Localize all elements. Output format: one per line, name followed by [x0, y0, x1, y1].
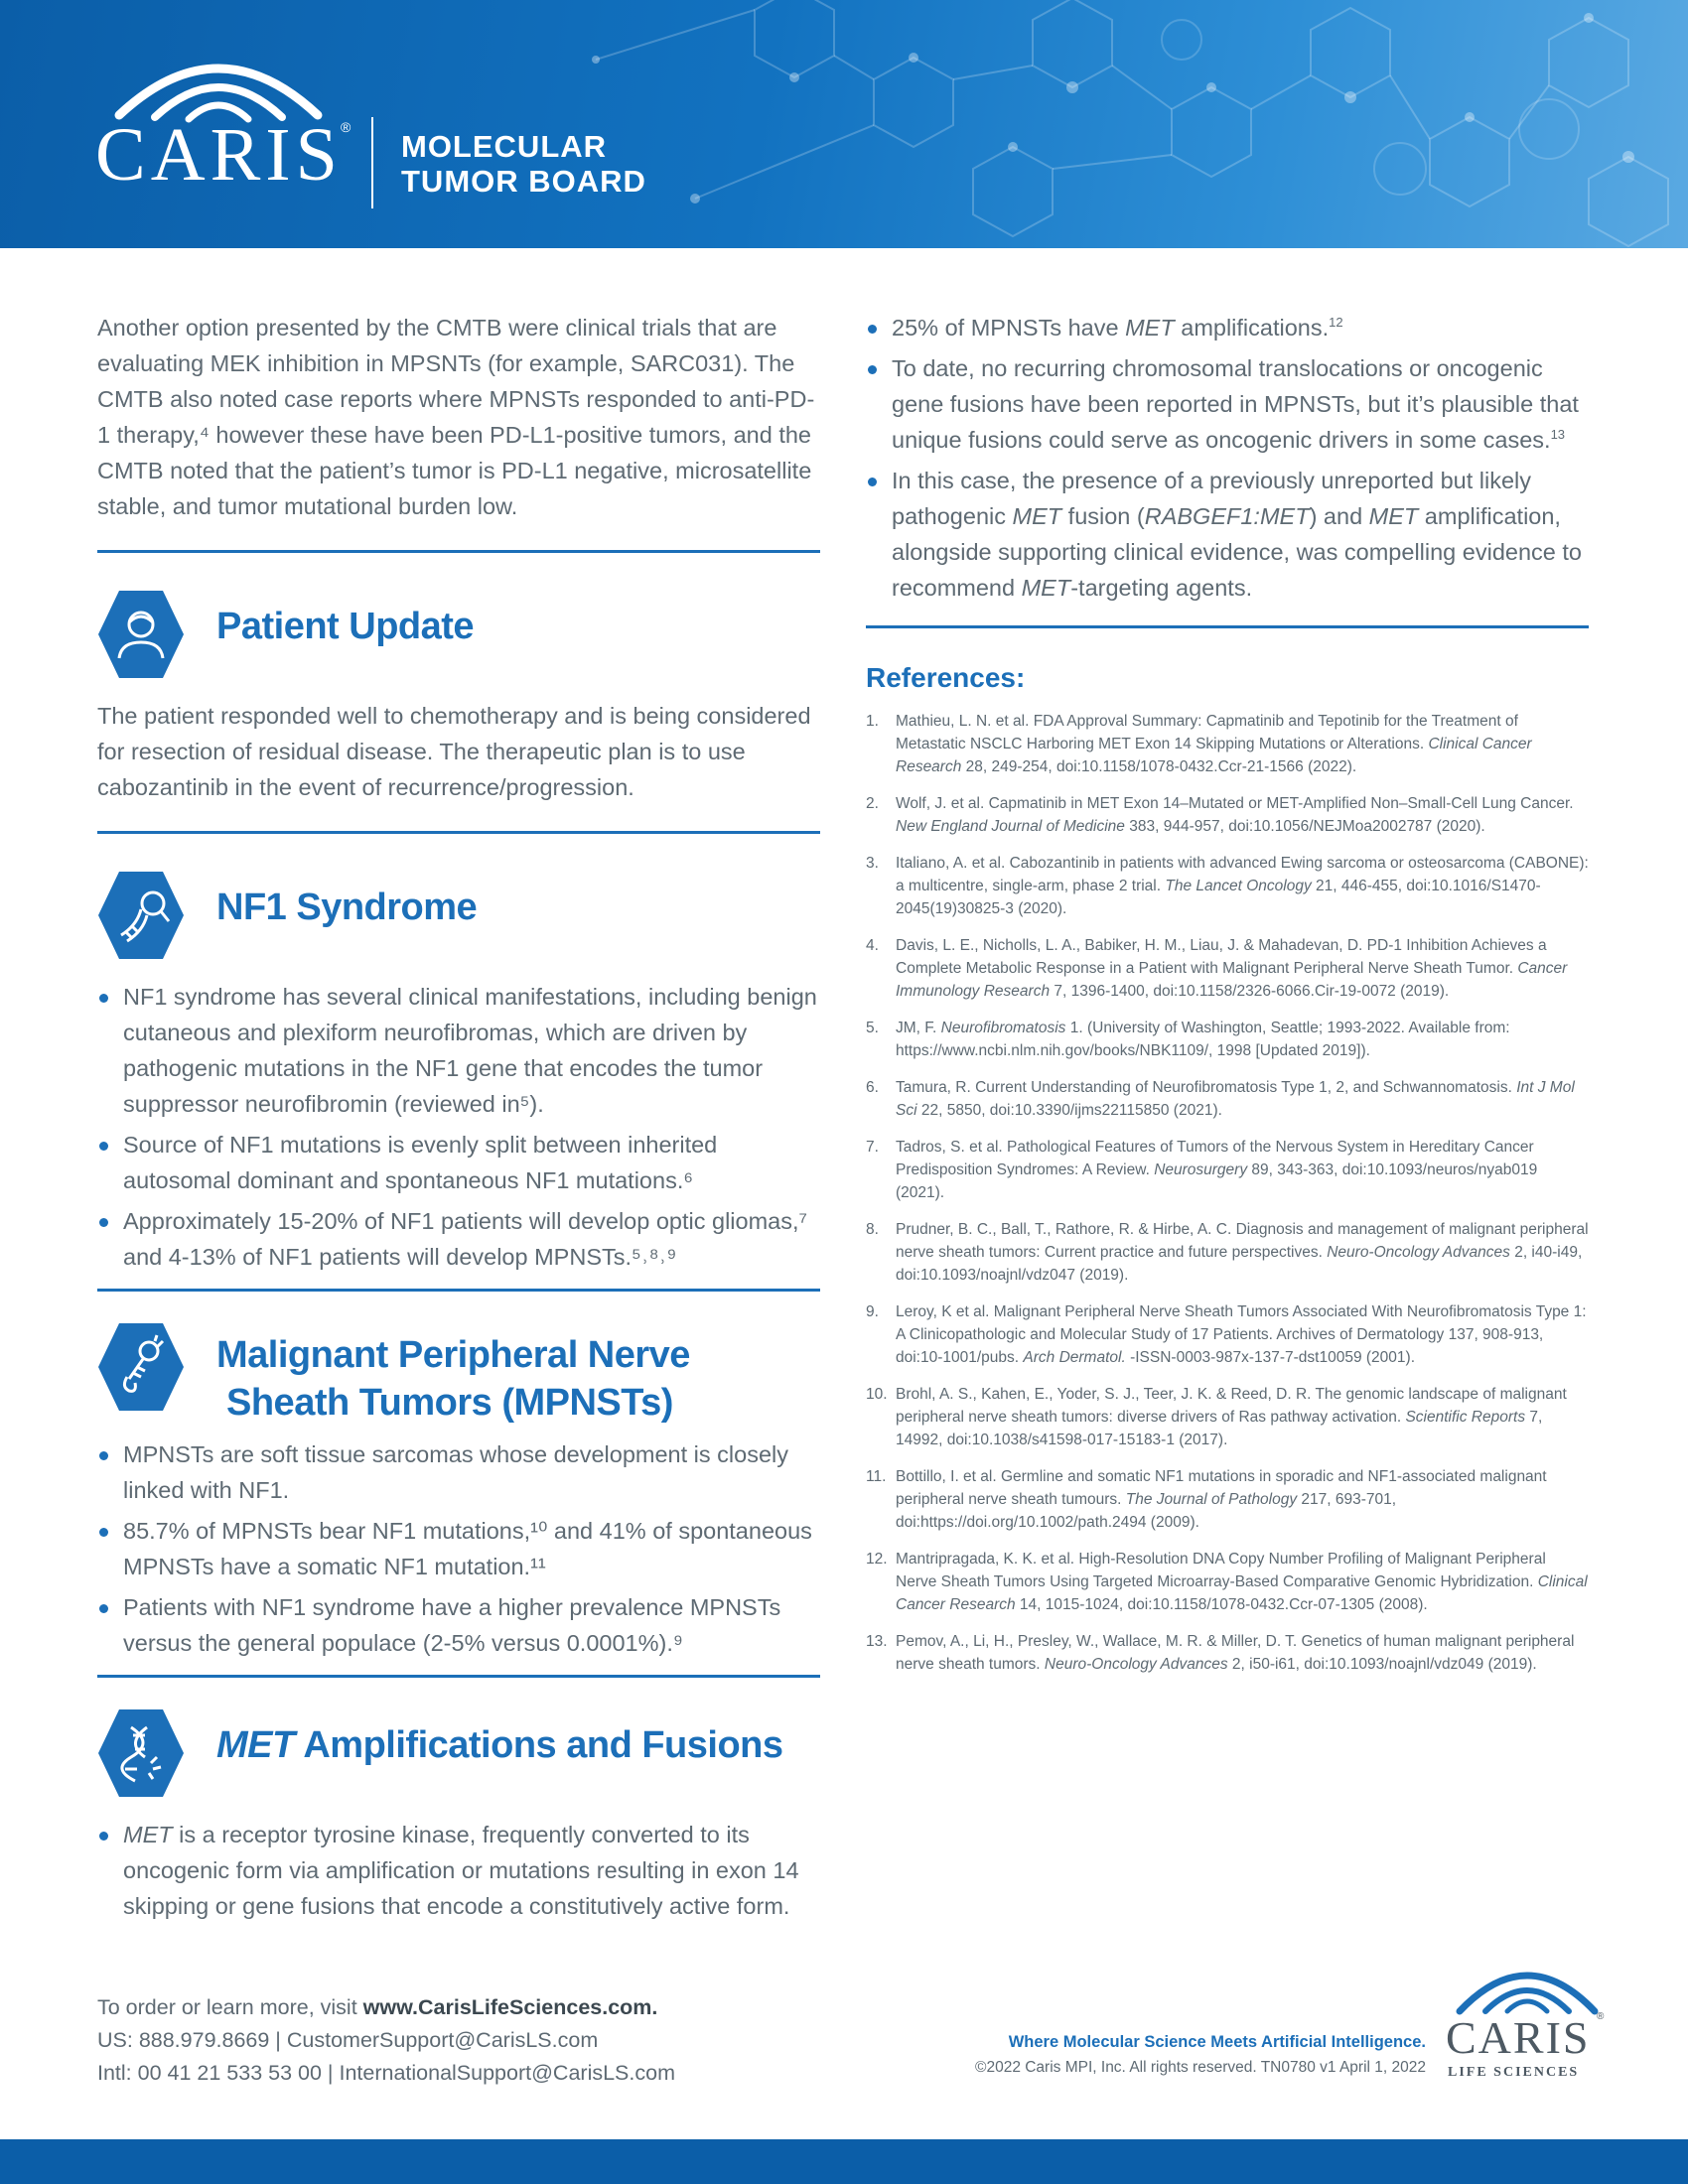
text-span: To date, no recurring chromosomal translocations or oncogenic gene fusions have been reported in MPNSTs, but it’s plausible that unique fusions could serve as oncogenic drivers in some cases. — [892, 355, 1579, 453]
reference-text: 217, 693-701, doi:https://doi.org/10.1002/path.2494 (2009). — [896, 1491, 1397, 1531]
reference-number: 6. — [866, 1079, 879, 1096]
reference-item — [866, 1630, 1589, 1676]
reference-text: Davis, L. E., Nicholls, L. A., Babiker, H. M., Liau, J. & Mahadevan, D. PD-1 Inhibition Achieves a Complete Metabolic Response in a Patient with Malignant Peripheral Nerve Sheath Tumor. — [896, 937, 1547, 977]
reference-text: -ISSN-0003-987x-137-7-dst10059 (2001). — [1125, 1349, 1416, 1366]
reference-item — [866, 1465, 1589, 1534]
reference-journal: The Journal of Pathology — [1125, 1491, 1298, 1508]
reference-text: Italiano, A. et al. Cabozantinib in patients with advanced Ewing sarcoma or osteosarcoma (CABONE): a multicentre, single-arm, phase 2 trial. — [896, 855, 1589, 894]
gene-italic: MET — [1368, 503, 1419, 529]
dna-magnifier-icon — [97, 870, 185, 961]
right-column — [866, 310, 1589, 1690]
footer-line-3: Intl: 00 41 21 533 53 00 | InternationalSupport@CarisLS.com — [97, 2061, 675, 2085]
website-link[interactable]: www.CarisLifeSciences.com. — [362, 1995, 658, 2019]
reference-text: 1. (University of Washington, Seattle; 1993-2022. Available from: https://www.ncbi.nlm.nih.gov/books/NBK1109/, 1998 [Updated 2019]). — [896, 1020, 1510, 1059]
reference-number: 8. — [866, 1221, 879, 1238]
reference-number: 7. — [866, 1139, 879, 1156]
reference-item — [866, 1300, 1589, 1369]
reference-number: 2. — [866, 795, 879, 812]
reference-journal: Int J Mol Sci — [896, 1079, 1575, 1119]
mpnst-title-line-1: Malignant Peripheral Nerve — [216, 1334, 690, 1376]
section-divider — [866, 625, 1589, 628]
reference-text: Bottillo, I. et al. Germline and somatic NF1 mutations in sporadic and NF1-associated malignant peripheral nerve sheath tumours. — [896, 1468, 1547, 1508]
mpnst-bullet-list — [97, 1436, 820, 1661]
gene-italic: RABGEF1:MET — [1144, 503, 1310, 529]
reference-text: 2, i40-i49, doi:10.1093/noajnl/vdz047 (2019). — [896, 1244, 1583, 1284]
reference-item — [866, 1383, 1589, 1451]
nf1-header — [97, 870, 820, 961]
reference-text: JM, F. — [896, 1020, 941, 1036]
caris-logo-text: CARIS — [95, 113, 343, 197]
list-item — [866, 463, 1589, 606]
nf1-title: NF1 Syndrome — [216, 887, 478, 928]
footer-contact — [97, 1991, 675, 2090]
met-bullet-text: is a receptor tyrosine kinase, frequently converted to its oncogenic form via amplification or mutations resulting in exon 14 skipping or gene fusions that encode a constitutively active form. — [123, 1822, 799, 1919]
intro-paragraph: Another option presented by the CMTB were clinical trials that are evaluating MEK inhibition in MPSNTs (for example, SARC031). The CMTB also noted case reports where MPNSTs responded to anti-PD-1 therapy,⁴ however these have been PD-L1-positive tumors, and the CMTB noted that the patient’s tumor is PD-L1 negative, microsatellite stable, and tumor mutational burden low. — [97, 315, 815, 519]
text-span: In this case, the presence of a previously unreported but likely pathogenic — [892, 468, 1532, 529]
reference-number: 4. — [866, 937, 879, 954]
reference-text: Wolf, J. et al. Capmatinib in MET Exon 14–Mutated or MET-Amplified Non–Small-Cell Lung Cancer. — [896, 795, 1574, 812]
header-tagline — [401, 129, 646, 199]
list-item — [866, 350, 1589, 458]
reference-number: 3. — [866, 855, 879, 872]
reference-number: 10. — [866, 1386, 888, 1403]
tagline-line-1: MOLECULAR — [401, 129, 608, 164]
reference-item — [866, 1076, 1589, 1122]
section-divider — [97, 1675, 820, 1678]
caris-life-sciences-logo — [1442, 1950, 1611, 2079]
reference-journal: Neuro-Oncology Advances — [1044, 1656, 1228, 1673]
reference-text: Brohl, A. S., Kahen, E., Yoder, S. J., Teer, J. K. & Reed, D. R. The genomic landscape of malignant peripheral nerve sheath tumors: diverse drivers of Ras pathway activation. — [896, 1386, 1567, 1426]
met-italic: MET — [123, 1822, 173, 1847]
caris-arcs-icon — [1442, 1950, 1611, 2015]
reference-text: 7, 1396-1400, doi:10.1158/2326-6066.Cir-19-0072 (2019). — [1050, 983, 1450, 1000]
mpnst-header — [97, 1321, 820, 1433]
nf1-bullet-list — [97, 979, 820, 1275]
reference-text: 28, 249-254, doi:10.1158/1078-0432.Ccr-21-1566 (2022). — [961, 758, 1357, 775]
list-item — [97, 1817, 820, 1924]
reference-number: 1. — [866, 713, 879, 730]
list-item: Source of NF1 mutations is evenly split between inherited autosomal dominant and spontaneous NF1 mutations.⁶ — [97, 1127, 820, 1198]
bottom-bar — [0, 2139, 1688, 2184]
patient-update-title: Patient Update — [216, 606, 475, 647]
reference-number: 12. — [866, 1551, 888, 1568]
section-divider — [97, 550, 820, 553]
reference-text: Leroy, K et al. Malignant Peripheral Nerve Sheath Tumors Associated With Neurofibromatosis Type 1: A Clinicopathologic and Molecular Study of 17 Patients. Archives of Dermatology 137, 908-913, doi:10-1001/pubs. — [896, 1303, 1587, 1366]
footer-logo-text: CARIS — [1446, 2012, 1591, 2063]
footer-text: To order or learn more, visit — [97, 1995, 363, 2019]
caris-arcs-icon — [109, 44, 328, 123]
left-column — [97, 310, 820, 1929]
reference-journal: New England Journal of Medicine — [896, 818, 1125, 835]
reference-journal: The Lancet Oncology — [1165, 878, 1312, 894]
text-span: amplifications. — [1174, 315, 1330, 341]
reference-number: 13. — [866, 1633, 888, 1650]
reference-number: 9. — [866, 1303, 879, 1320]
logo-divider — [371, 117, 373, 208]
reference-text: Tamura, R. Current Understanding of Neurofibromatosis Type 1, 2, and Schwannomatosis. — [896, 1079, 1517, 1096]
footer-line-1 — [97, 1991, 675, 2024]
citation-sup: 13 — [1550, 427, 1566, 443]
reference-text: Pemov, A., Li, H., Presley, W., Wallace, M. R. & Miller, D. T. Genetics of human malignant peripheral nerve sheath tumors. — [896, 1633, 1575, 1673]
gene-italic: MET — [1021, 575, 1071, 601]
footer-legal — [975, 2029, 1426, 2081]
footer-logo-subtitle: LIFE SCIENCES — [1448, 2065, 1580, 2080]
copyright: ©2022 Caris MPI, Inc. All rights reserved. TN0780 v1 April 1, 2022 — [975, 2059, 1426, 2076]
mpnst-title — [216, 1331, 690, 1427]
reference-journal: Clinical Cancer Research — [896, 1573, 1588, 1613]
met-title-rest: Amplifications and Fusions — [294, 1724, 783, 1766]
met-bullet-list — [97, 1817, 820, 1924]
reference-journal: Clinical Cancer Research — [896, 736, 1532, 775]
reference-journal: Neurofibromatosis — [940, 1020, 1066, 1036]
reference-text: 21, 446-455, doi:10.1016/S1470-2045(19)30825-3 (2020). — [896, 878, 1541, 917]
footer-line-2: US: 888.979.8669 | CustomerSupport@CarisLS.com — [97, 2028, 599, 2052]
references-list — [866, 710, 1589, 1676]
reference-item — [866, 792, 1589, 838]
section-divider — [97, 1289, 820, 1292]
met-title — [216, 1721, 783, 1769]
patient-update-header — [97, 589, 820, 680]
reference-journal: Arch Dermatol. — [1023, 1349, 1126, 1366]
text-span: 25% of MPNSTs have — [892, 315, 1126, 341]
reference-text: Prudner, B. C., Ball, T., Rathore, R. & Hirbe, A. C. Diagnosis and management of malignant peripheral nerve sheath tumors: Current practice and future perspectives. — [896, 1221, 1589, 1261]
text-span: fusion ( — [1061, 503, 1145, 529]
reference-item — [866, 1017, 1589, 1062]
gene-italic: MET — [1125, 315, 1175, 341]
reference-item — [866, 1548, 1589, 1616]
header-banner — [0, 0, 1688, 248]
reference-text: 383, 944-957, doi:10.1056/NEJMoa2002787 (2020). — [1124, 818, 1485, 835]
mpnst-title-line-2: Sheath Tumors (MPNSTs) — [226, 1382, 673, 1424]
met-header — [97, 1707, 820, 1799]
tagline-line-2: TUMOR BOARD — [401, 164, 646, 199]
patient-icon — [97, 589, 185, 680]
reference-journal: Neurosurgery — [1154, 1161, 1248, 1178]
reference-number: 11. — [866, 1468, 887, 1485]
list-item — [866, 310, 1589, 345]
reference-number: 5. — [866, 1020, 879, 1036]
reference-item — [866, 1218, 1589, 1287]
met-title-italic: MET — [216, 1724, 295, 1766]
text-span: ) and — [1309, 503, 1369, 529]
dna-helix-icon — [97, 1707, 185, 1799]
reference-text: 89, 343-363, doi:10.1093/neuros/nyab019 (2021). — [896, 1161, 1538, 1201]
reference-text: 22, 5850, doi:10.3390/ijms22115850 (2021). — [916, 1102, 1222, 1119]
reference-item — [866, 852, 1589, 920]
section-divider — [97, 831, 820, 834]
registered-mark: ® — [341, 119, 352, 135]
reference-text: Tadros, S. et al. Pathological Features of Tumors of the Nervous System in Hereditary Cancer Predisposition Syndromes: A Review. — [896, 1139, 1534, 1178]
reference-journal: Cancer Immunology Research — [896, 960, 1568, 1000]
gene-italic: MET — [1012, 503, 1062, 529]
list-item: Patients with NF1 syndrome have a higher prevalence MPNSTs versus the general populace (2-5% versus 0.0001%).⁹ — [97, 1589, 820, 1661]
text-span: -targeting agents. — [1070, 575, 1253, 601]
references-title: References: — [866, 662, 1026, 693]
met-summary-bullets — [866, 310, 1589, 606]
list-item: 85.7% of MPNSTs bear NF1 mutations,¹⁰ and 41% of spontaneous MPNSTs have a somatic NF1 mutation.¹¹ — [97, 1513, 820, 1584]
reference-text: 7, 14992, doi:10.1038/s41598-017-15183-1 (2017). — [896, 1409, 1543, 1448]
footer-tagline: Where Molecular Science Meets Artificial Intelligence. — [1008, 2033, 1426, 2051]
reference-journal: Scientific Reports — [1405, 1409, 1526, 1426]
citation-sup: 12 — [1329, 315, 1343, 331]
reference-text: Mathieu, L. N. et al. FDA Approval Summary: Capmatinib and Tepotinib for the Treatment of Metastatic NSCLC Harboring MET Exon 14 Skipping Mutations or Alterations. — [896, 713, 1518, 752]
reference-journal: Neuro-Oncology Advances — [1327, 1244, 1510, 1261]
list-item: MPNSTs are soft tissue sarcomas whose development is closely linked with NF1. — [97, 1436, 820, 1508]
text-span: amplification, alongside supporting clinical evidence, was compelling evidence to recommend — [892, 503, 1582, 601]
nerve-cell-icon — [97, 1321, 185, 1413]
registered-mark: ® — [1597, 2011, 1605, 2022]
reference-text: Mantripragada, K. K. et al. High-Resolution DNA Copy Number Profiling of Malignant Peripheral Nerve Sheath Tumors Using Targeted Microarray-Based Comparative Genomic Hybridization. — [896, 1551, 1546, 1590]
reference-text: 2, i50-i61, doi:10.1093/noajnl/vdz049 (2019). — [1227, 1656, 1537, 1673]
reference-item — [866, 710, 1589, 778]
list-item: NF1 syndrome has several clinical manifestations, including benign cutaneous and plexiform neurofibromas, which are driven by pathogenic mutations in the NF1 gene that encodes the tumor suppressor neurofibromin (reviewed in⁵). — [97, 979, 820, 1122]
reference-item — [866, 934, 1589, 1003]
patient-update-text: The patient responded well to chemotherapy and is being considered for resection of residual disease. The therapeutic plan is to use cabozantinib in the event of recurrence/progression. — [97, 703, 811, 800]
reference-item — [866, 1136, 1589, 1204]
reference-text: 14, 1015-1024, doi:10.1158/1078-0432.Ccr-07-1305 (2008). — [1015, 1596, 1428, 1613]
list-item: Approximately 15-20% of NF1 patients will develop optic gliomas,⁷ and 4-13% of NF1 patients will develop MPNSTs.⁵˒⁸˒⁹ — [97, 1203, 820, 1275]
